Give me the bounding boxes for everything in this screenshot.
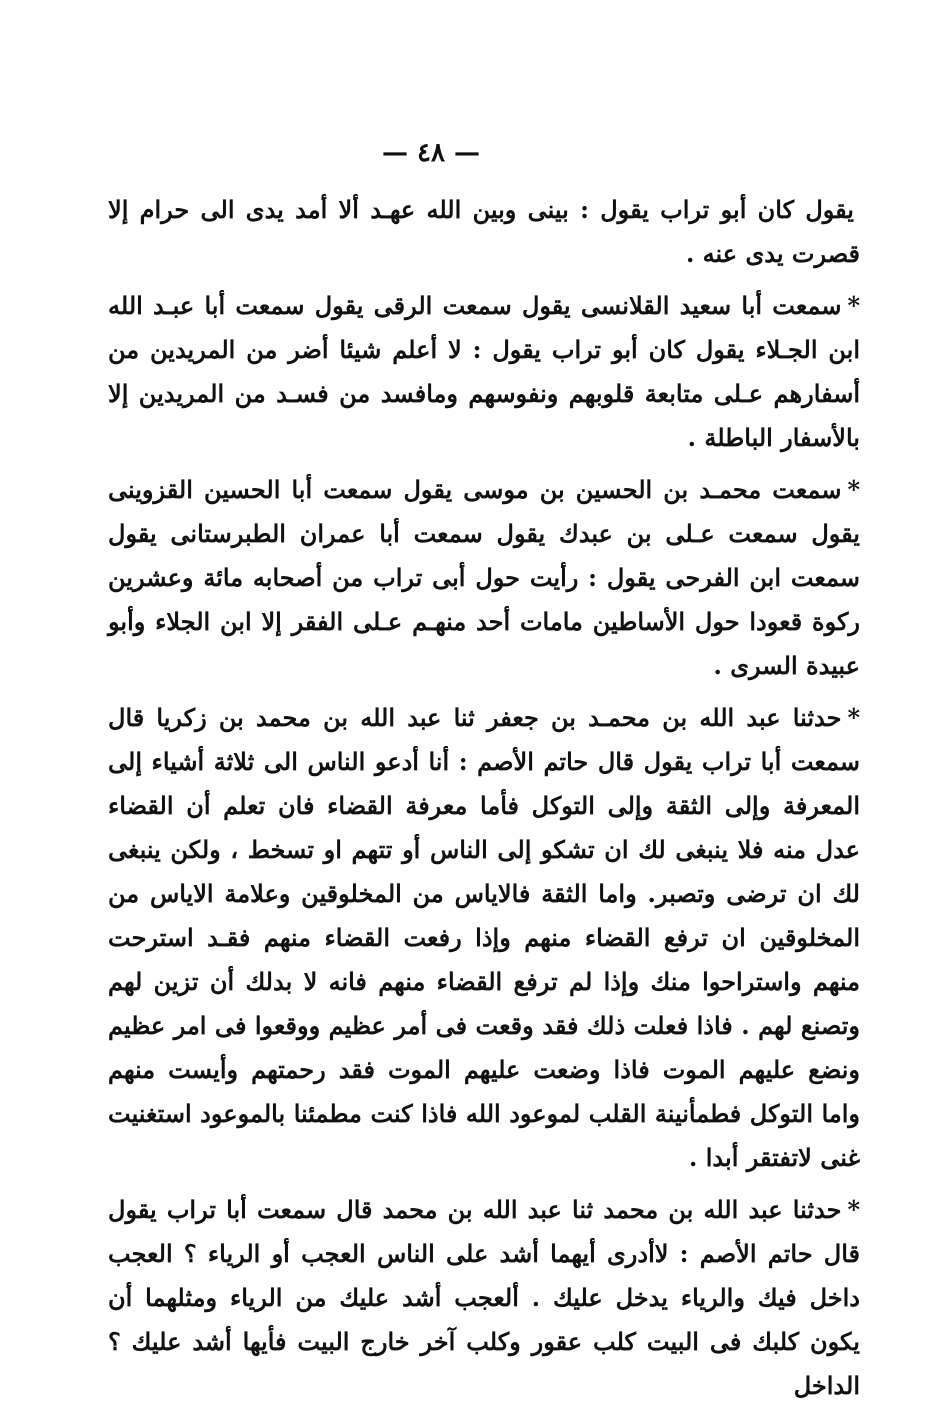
paragraph-text: حدثنا عبد الله بن محمـد بن جعفر ثنا عبد الله بن محمد بن زكريا قال سمعت أبا تراب يقول قال حاتم الأصم : أنا أدعو الناس الى ثلاثة أشياء إلى المعرفة وإلى الثقة وإلى التوكل فأما معرفة القضاء فان تعلم أن القضاء عدل منه فلا ينبغى لك ان تشكو إلى الناس أو تتهم او تسخط ، ولكن ينبغى لك ان ترضى وتصبر. واما الثقة فالاياس من المخلوقين وعلامة الاياس من المخلوقين ان ترفع القضاء منهم وإذا رفعت القضاء منهم فقـد استرحت منهم واستراحوا منك وإذا لم ترفع القضاء منهم فانه لا بدلك أن تزين لهم وتصنع لهم . فاذا فعلت ذلك فقد وقعت فى أمر عظيم ووقعوا فى امر عظيم ونضع عليهم الموت فاذا وضعت عليهم الموت فقد رحمتهم وأيست منهم واما التوكل فطمأنينة القلب لموعود الله فاذا كنت مطمئنا بالموعود استغنيت غنى لاتفتقر أبدا . (108, 703, 860, 1172)
paragraph-text: سمعت أبا سعيد القلانسى يقول سمعت الرقى يقول سمعت أبا عبـد الله ابن الجـلاء يقول كان أبو تراب يقول : لا أعلم شيئا أضر من المريدين من أسفارهم عـلى متابعة قلوبهم ونفوسهم ومافسد من فسـد من المريدين إلا بالأسفار الباطلة . (108, 291, 860, 452)
paragraph-marker: * (847, 291, 860, 320)
paragraph-text: سمعت محمـد بن الحسين بن موسى يقول سمعت أبا الحسين القزوينى يقول سمعت عـلى بن عبدك يقول سمعت أبا عمران الطبرستانى يقول سمعت ابن الفرحى يقول : رأيت حول أبى تراب من أصحابه مائة وعشرين ركوة قعودا حول الأساطين مامات أحد منهـم عـلى الفقر إلا ابن الجلاء وأبو عبيدة السرى . (108, 475, 860, 680)
paragraph (108, 696, 860, 1180)
paragraph-text: حدثنا عبد الله بن محمد ثنا عبد الله بن محمد قال سمعت أبا تراب يقول قال حاتم الأصم : لاأدرى أيهما أشد على الناس العجب أو الرياء ؟ العجب داخل فيك والرياء يدخل عليك . ألعجب أشد عليك من الرياء ومثلهما أن يكون كلبك فى البيت كلب عقور وكلب آخر خارج البيت فأيها أشد عليك ؟ الداخل (108, 1195, 860, 1400)
paragraph (108, 1188, 860, 1408)
body-text (108, 188, 860, 1416)
paragraph-marker: * (847, 1195, 860, 1224)
paragraph-marker: * (847, 703, 860, 732)
paragraph (108, 468, 860, 688)
paragraph-marker: * (847, 475, 860, 504)
paragraph-text: يقول كان أبو تراب يقول : بينى وبين الله عهـد ألا أمد يدى الى حرام إلا قصرت يدى عنه . (108, 195, 860, 268)
paragraph (108, 188, 860, 276)
paragraph (108, 284, 860, 460)
page-number: — ٤٨ — (381, 138, 481, 168)
